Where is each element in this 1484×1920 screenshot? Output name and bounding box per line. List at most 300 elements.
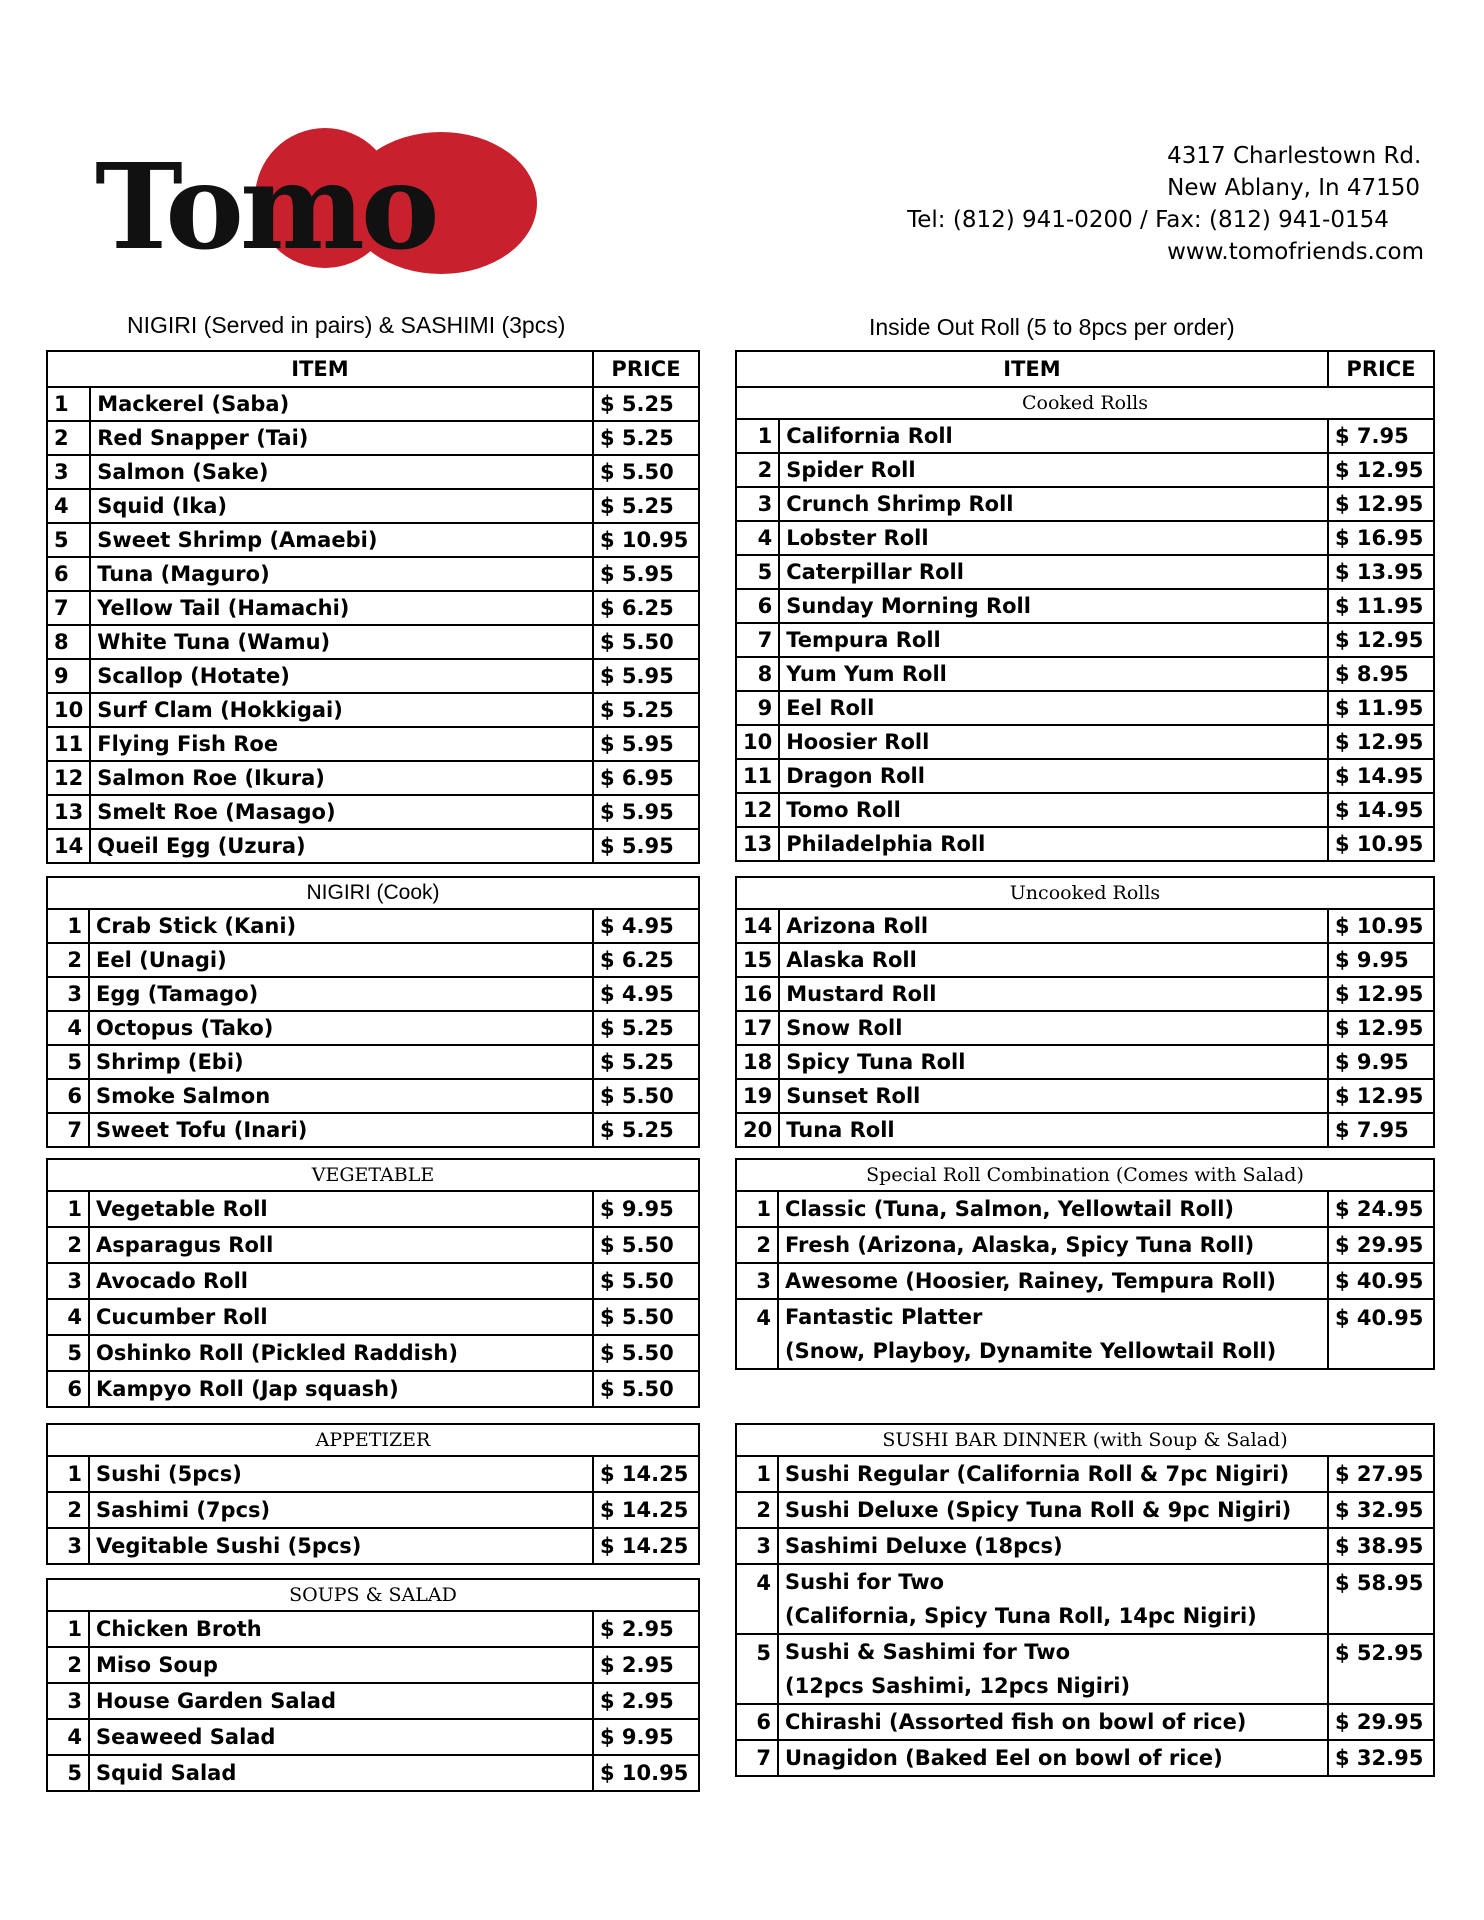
table-row — [47, 795, 699, 829]
row-number: 5 — [736, 555, 779, 589]
table-row — [736, 1456, 1434, 1492]
table-row — [736, 827, 1434, 861]
row-number: 3 — [47, 977, 89, 1011]
table-row — [736, 725, 1434, 759]
item-price: $ 5.25 — [593, 1011, 699, 1045]
item-price: $ 6.95 — [593, 761, 699, 795]
item-name: Surf Clam (Hokkigai) — [90, 693, 593, 727]
item-price: $ 9.95 — [593, 1191, 699, 1227]
table-row — [736, 623, 1434, 657]
table-row — [736, 1011, 1434, 1045]
item-price: $ 5.50 — [593, 1227, 699, 1263]
item-detail: (Snow, Playboy, Dynamite Yellowtail Roll) — [778, 1334, 1328, 1369]
row-number: 18 — [736, 1045, 779, 1079]
street-address: 4317 Charlestown Rd. — [1167, 143, 1422, 169]
row-number: 6 — [47, 557, 90, 591]
item-name: Sweet Shrimp (Amaebi) — [90, 523, 593, 557]
table-row — [47, 1683, 699, 1719]
item-name: Flying Fish Roe — [90, 727, 593, 761]
item-name: Sweet Tofu (Inari) — [89, 1113, 593, 1147]
city-address: New Ablany, In 47150 — [1167, 175, 1421, 201]
row-number: 7 — [47, 591, 90, 625]
dinner-body — [736, 1456, 1434, 1776]
item-price: $ 14.25 — [593, 1456, 699, 1492]
item-price: $ 5.50 — [593, 455, 699, 489]
dinner-title: SUSHI BAR DINNER (with Soup & Salad) — [736, 1424, 1434, 1456]
item-name: Arizona Roll — [779, 909, 1328, 943]
row-number: 3 — [47, 1263, 89, 1299]
item-price: $ 10.95 — [1328, 827, 1434, 861]
table-row — [736, 487, 1434, 521]
table-row — [47, 1191, 699, 1227]
row-number: 2 — [736, 1492, 778, 1528]
item-price: $ 32.95 — [1328, 1492, 1434, 1528]
row-number: 2 — [47, 1492, 89, 1528]
item-price: $ 5.50 — [593, 1335, 699, 1371]
row-number: 4 — [47, 489, 90, 523]
row-number: 5 — [47, 1335, 89, 1371]
item-price: $ 8.95 — [1328, 657, 1434, 691]
table-row — [736, 555, 1434, 589]
table-row — [736, 1492, 1434, 1528]
table-row — [736, 977, 1434, 1011]
nigiri-table — [46, 350, 700, 864]
row-number: 5 — [47, 1045, 89, 1079]
item-price: $ 5.25 — [593, 387, 699, 421]
table-row — [47, 625, 699, 659]
table-row — [47, 523, 699, 557]
item-name: Queil Egg (Uzura) — [90, 829, 593, 863]
table-row — [47, 1755, 699, 1791]
table-row — [47, 1113, 699, 1147]
item-price: $ 5.25 — [593, 1045, 699, 1079]
item-price: $ 9.95 — [1328, 1045, 1434, 1079]
item-name: Sushi Regular (California Roll & 7pc Nigiri) — [778, 1456, 1328, 1492]
item-price: $ 13.95 — [1328, 555, 1434, 589]
item-name: Mustard Roll — [779, 977, 1328, 1011]
special-table — [735, 1158, 1435, 1370]
item-name: Crab Stick (Kani) — [89, 909, 593, 943]
row-number: 10 — [47, 693, 90, 727]
item-name: Chicken Broth — [89, 1611, 593, 1647]
row-number: 3 — [47, 1683, 89, 1719]
item-price: $ 5.25 — [593, 421, 699, 455]
table-row — [47, 693, 699, 727]
item-price: $ 5.95 — [593, 727, 699, 761]
item-price: $ 4.95 — [593, 977, 699, 1011]
item-name: Sunday Morning Roll — [779, 589, 1328, 623]
item-name: Awesome (Hoosier, Rainey, Tempura Roll) — [778, 1263, 1328, 1299]
row-number: 11 — [47, 727, 90, 761]
table-row — [736, 759, 1434, 793]
item-price: $ 11.95 — [1328, 589, 1434, 623]
item-name: Egg (Tamago) — [89, 977, 593, 1011]
item-price: $ 32.95 — [1328, 1740, 1434, 1776]
item-price: $ 5.25 — [593, 489, 699, 523]
row-number: 6 — [47, 1371, 89, 1407]
item-price: $ 10.95 — [593, 1755, 699, 1791]
dinner-table — [735, 1423, 1435, 1777]
table-row — [47, 1647, 699, 1683]
soups-body — [47, 1611, 699, 1791]
row-number: 4 — [47, 1719, 89, 1755]
item-name: Smelt Roe (Masago) — [90, 795, 593, 829]
row-number: 17 — [736, 1011, 779, 1045]
table-row — [47, 909, 699, 943]
item-name: Salmon Roe (Ikura) — [90, 761, 593, 795]
item-price: $ 5.95 — [593, 659, 699, 693]
item-name: Hoosier Roll — [779, 725, 1328, 759]
item-price: $ 52.95 — [1328, 1634, 1434, 1704]
table-row — [736, 793, 1434, 827]
table-row — [47, 1528, 699, 1564]
left-caption: NIGIRI (Served in pairs) & SASHIMI (3pcs) — [127, 312, 566, 338]
item-price: $ 2.95 — [593, 1683, 699, 1719]
item-price: $ 7.95 — [1328, 419, 1434, 453]
item-price: $ 14.25 — [593, 1528, 699, 1564]
item-name: Shrimp (Ebi) — [89, 1045, 593, 1079]
item-name: Red Snapper (Tai) — [90, 421, 593, 455]
table-row — [47, 421, 699, 455]
table-row — [736, 1263, 1434, 1299]
row-number: 12 — [736, 793, 779, 827]
item-price: $ 40.95 — [1328, 1299, 1434, 1369]
item-price: $ 12.95 — [1328, 1079, 1434, 1113]
row-number: 12 — [47, 761, 90, 795]
item-name: Vegetable Roll — [89, 1191, 593, 1227]
item-price: $ 14.95 — [1328, 793, 1434, 827]
table-row — [736, 1528, 1434, 1564]
row-number: 5 — [47, 1755, 89, 1791]
table-row — [47, 977, 699, 1011]
item-name: Vegitable Sushi (5pcs) — [89, 1528, 593, 1564]
row-number: 1 — [736, 419, 779, 453]
item-name: Dragon Roll — [779, 759, 1328, 793]
col-price-header: PRICE — [593, 351, 699, 387]
soups-table — [46, 1578, 700, 1792]
appetizer-title: APPETIZER — [47, 1424, 699, 1456]
item-name: Philadelphia Roll — [779, 827, 1328, 861]
item-name: Scallop (Hotate) — [90, 659, 593, 693]
item-name: Alaska Roll — [779, 943, 1328, 977]
row-number: 2 — [47, 1227, 89, 1263]
table-row — [736, 589, 1434, 623]
row-number: 14 — [736, 909, 779, 943]
vegetable-title: VEGETABLE — [47, 1159, 699, 1191]
item-name: Miso Soup — [89, 1647, 593, 1683]
table-row — [736, 1299, 1434, 1334]
table-row — [47, 1371, 699, 1407]
table-row — [736, 1740, 1434, 1776]
row-number: 1 — [47, 1191, 89, 1227]
rolls-table — [735, 350, 1435, 862]
col-item-header-right: ITEM — [736, 351, 1328, 387]
item-name: Yellow Tail (Hamachi) — [90, 591, 593, 625]
table-row — [736, 1227, 1434, 1263]
item-name: Spicy Tuna Roll — [779, 1045, 1328, 1079]
restaurant-logo — [95, 128, 455, 278]
table-row — [47, 1045, 699, 1079]
item-price: $ 29.95 — [1328, 1227, 1434, 1263]
table-row — [47, 1335, 699, 1371]
row-number: 13 — [47, 795, 90, 829]
item-price: $ 6.25 — [593, 943, 699, 977]
item-name: White Tuna (Wamu) — [90, 625, 593, 659]
item-name: Tuna Roll — [779, 1113, 1328, 1147]
row-number: 8 — [47, 625, 90, 659]
nigiri-cook-title: NIGIRI (Cook) — [47, 877, 699, 909]
table-row — [736, 1564, 1434, 1599]
row-number: 4 — [47, 1011, 89, 1045]
item-price: $ 10.95 — [1328, 909, 1434, 943]
uncooked-title: Uncooked Rolls — [736, 877, 1434, 909]
item-price: $ 5.50 — [593, 625, 699, 659]
row-number: 8 — [736, 657, 779, 691]
table-row — [47, 1263, 699, 1299]
row-number: 2 — [47, 1647, 89, 1683]
row-number: 19 — [736, 1079, 779, 1113]
table-row — [47, 1299, 699, 1335]
row-number: 11 — [736, 759, 779, 793]
row-number: 3 — [736, 1528, 778, 1564]
table-row — [47, 1011, 699, 1045]
cooked-title: Cooked Rolls — [736, 387, 1434, 419]
item-name: Sunset Roll — [779, 1079, 1328, 1113]
row-number: 1 — [47, 387, 90, 421]
row-number: 5 — [47, 523, 90, 557]
item-price: $ 11.95 — [1328, 691, 1434, 725]
item-price: $ 4.95 — [593, 909, 699, 943]
row-number: 3 — [47, 1528, 89, 1564]
item-name: Sushi Deluxe (Spicy Tuna Roll & 9pc Nigiri) — [778, 1492, 1328, 1528]
item-price: $ 9.95 — [593, 1719, 699, 1755]
right-caption: Inside Out Roll (5 to 8pcs per order) — [869, 314, 1235, 340]
row-number: 13 — [736, 827, 779, 861]
nigiri-body — [47, 387, 699, 863]
item-price: $ 5.50 — [593, 1371, 699, 1407]
row-number: 2 — [736, 453, 779, 487]
nigiri-cook-table — [46, 876, 700, 1148]
row-number: 1 — [47, 1611, 89, 1647]
item-price: $ 6.25 — [593, 591, 699, 625]
row-number: 1 — [736, 1191, 778, 1227]
item-name: Squid (Ika) — [90, 489, 593, 523]
table-row — [47, 1719, 699, 1755]
item-price: $ 10.95 — [593, 523, 699, 557]
uncooked-table — [735, 876, 1435, 1148]
table-row — [47, 761, 699, 795]
item-price: $ 14.25 — [593, 1492, 699, 1528]
row-number: 2 — [736, 1227, 778, 1263]
item-name: House Garden Salad — [89, 1683, 593, 1719]
table-row — [47, 455, 699, 489]
item-name: Spider Roll — [779, 453, 1328, 487]
table-row — [47, 659, 699, 693]
row-number: 6 — [736, 589, 779, 623]
item-price: $ 12.95 — [1328, 623, 1434, 657]
nigiri-cook-body — [47, 909, 699, 1147]
table-row — [47, 1079, 699, 1113]
address-block — [907, 140, 1424, 268]
item-price: $ 5.50 — [593, 1299, 699, 1335]
item-name: Octopus (Tako) — [89, 1011, 593, 1045]
item-name: Cucumber Roll — [89, 1299, 593, 1335]
table-row — [736, 1704, 1434, 1740]
item-name: Eel Roll — [779, 691, 1328, 725]
special-body — [736, 1191, 1434, 1369]
item-price: $ 5.25 — [593, 1113, 699, 1147]
item-price: $ 7.95 — [1328, 1113, 1434, 1147]
item-name: California Roll — [779, 419, 1328, 453]
item-name: Yum Yum Roll — [779, 657, 1328, 691]
item-name: Fantastic Platter — [778, 1299, 1328, 1334]
row-number: 4 — [736, 521, 779, 555]
row-number: 6 — [47, 1079, 89, 1113]
table-row — [736, 691, 1434, 725]
row-number: 1 — [47, 1456, 89, 1492]
item-name: Kampyo Roll (Jap squash) — [89, 1371, 593, 1407]
row-number: 10 — [736, 725, 779, 759]
row-number: 15 — [736, 943, 779, 977]
item-price: $ 24.95 — [1328, 1191, 1434, 1227]
item-name: Sushi for Two — [778, 1564, 1328, 1599]
table-row — [736, 943, 1434, 977]
item-name: Asparagus Roll — [89, 1227, 593, 1263]
item-name: Snow Roll — [779, 1011, 1328, 1045]
row-number: 1 — [736, 1456, 778, 1492]
item-price: $ 14.95 — [1328, 759, 1434, 793]
website: www.tomofriends.com — [1167, 239, 1424, 265]
table-row — [736, 657, 1434, 691]
row-number: 7 — [47, 1113, 89, 1147]
table-row — [47, 1492, 699, 1528]
item-name: Chirashi (Assorted fish on bowl of rice) — [778, 1704, 1328, 1740]
item-name: Sashimi (7pcs) — [89, 1492, 593, 1528]
table-row — [47, 1611, 699, 1647]
col-item-header: ITEM — [47, 351, 593, 387]
item-price: $ 5.95 — [593, 829, 699, 863]
cooked-body — [736, 419, 1434, 861]
item-price: $ 12.95 — [1328, 453, 1434, 487]
logo-text: Tomo — [95, 137, 436, 276]
row-number: 2 — [47, 421, 90, 455]
row-number: 3 — [47, 455, 90, 489]
special-title: Special Roll Combination (Comes with Salad) — [736, 1159, 1434, 1191]
vegetable-table — [46, 1158, 700, 1408]
row-number: 20 — [736, 1113, 779, 1147]
row-number: 4 — [47, 1299, 89, 1335]
row-number: 7 — [736, 1740, 778, 1776]
item-price: $ 5.95 — [593, 557, 699, 591]
row-number: 1 — [47, 909, 89, 943]
item-price: $ 5.95 — [593, 795, 699, 829]
table-row — [736, 1634, 1434, 1669]
vegetable-body — [47, 1191, 699, 1407]
row-number: 4 — [736, 1564, 778, 1634]
item-name: Sushi & Sashimi for Two — [778, 1634, 1328, 1669]
item-name: Caterpillar Roll — [779, 555, 1328, 589]
item-price: $ 58.95 — [1328, 1564, 1434, 1634]
phone-fax: Tel: (812) 941-0200 / Fax: (812) 941-0154 — [907, 207, 1389, 233]
table-row — [47, 489, 699, 523]
table-row — [736, 1113, 1434, 1147]
item-name: Mackerel (Saba) — [90, 387, 593, 421]
table-row — [47, 1227, 699, 1263]
row-number: 6 — [736, 1704, 778, 1740]
item-name: Lobster Roll — [779, 521, 1328, 555]
table-row — [47, 1456, 699, 1492]
row-number: 9 — [736, 691, 779, 725]
item-detail: (California, Spicy Tuna Roll, 14pc Nigiri) — [778, 1599, 1328, 1634]
table-row — [736, 521, 1434, 555]
row-number: 14 — [47, 829, 90, 863]
row-number: 7 — [736, 623, 779, 657]
table-row — [47, 557, 699, 591]
item-price: $ 2.95 — [593, 1647, 699, 1683]
item-name: Sashimi Deluxe (18pcs) — [778, 1528, 1328, 1564]
item-name: Avocado Roll — [89, 1263, 593, 1299]
row-number: 3 — [736, 487, 779, 521]
row-number: 3 — [736, 1263, 778, 1299]
uncooked-body — [736, 909, 1434, 1147]
item-price: $ 40.95 — [1328, 1263, 1434, 1299]
item-price: $ 5.25 — [593, 693, 699, 727]
row-number: 4 — [736, 1299, 778, 1369]
item-name: Oshinko Roll (Pickled Raddish) — [89, 1335, 593, 1371]
soups-title: SOUPS & SALAD — [47, 1579, 699, 1611]
table-row — [736, 1045, 1434, 1079]
appetizer-body — [47, 1456, 699, 1564]
table-row — [736, 419, 1434, 453]
appetizer-table — [46, 1423, 700, 1565]
item-name: Tomo Roll — [779, 793, 1328, 827]
table-row — [736, 909, 1434, 943]
item-price: $ 9.95 — [1328, 943, 1434, 977]
table-row — [47, 829, 699, 863]
item-name: Sushi (5pcs) — [89, 1456, 593, 1492]
item-name: Tuna (Maguro) — [90, 557, 593, 591]
table-row — [47, 727, 699, 761]
item-price: $ 5.50 — [593, 1079, 699, 1113]
item-price: $ 12.95 — [1328, 487, 1434, 521]
row-number: 2 — [47, 943, 89, 977]
item-name: Squid Salad — [89, 1755, 593, 1791]
item-name: Fresh (Arizona, Alaska, Spicy Tuna Roll) — [778, 1227, 1328, 1263]
row-number: 9 — [47, 659, 90, 693]
table-row — [736, 1079, 1434, 1113]
item-price: $ 2.95 — [593, 1611, 699, 1647]
item-name: Smoke Salmon — [89, 1079, 593, 1113]
item-price: $ 16.95 — [1328, 521, 1434, 555]
item-price: $ 12.95 — [1328, 977, 1434, 1011]
item-name: Tempura Roll — [779, 623, 1328, 657]
item-name: Eel (Unagi) — [89, 943, 593, 977]
col-price-header-right: PRICE — [1328, 351, 1434, 387]
item-price: $ 5.50 — [593, 1263, 699, 1299]
item-price: $ 27.95 — [1328, 1456, 1434, 1492]
row-number: 16 — [736, 977, 779, 1011]
table-row — [47, 943, 699, 977]
table-row — [736, 1191, 1434, 1227]
item-name: Unagidon (Baked Eel on bowl of rice) — [778, 1740, 1328, 1776]
item-price: $ 12.95 — [1328, 1011, 1434, 1045]
table-row — [736, 453, 1434, 487]
item-detail: (12pcs Sashimi, 12pcs Nigiri) — [778, 1669, 1328, 1704]
item-name: Seaweed Salad — [89, 1719, 593, 1755]
item-name: Classic (Tuna, Salmon, Yellowtail Roll) — [778, 1191, 1328, 1227]
item-price: $ 12.95 — [1328, 725, 1434, 759]
table-row — [47, 591, 699, 625]
